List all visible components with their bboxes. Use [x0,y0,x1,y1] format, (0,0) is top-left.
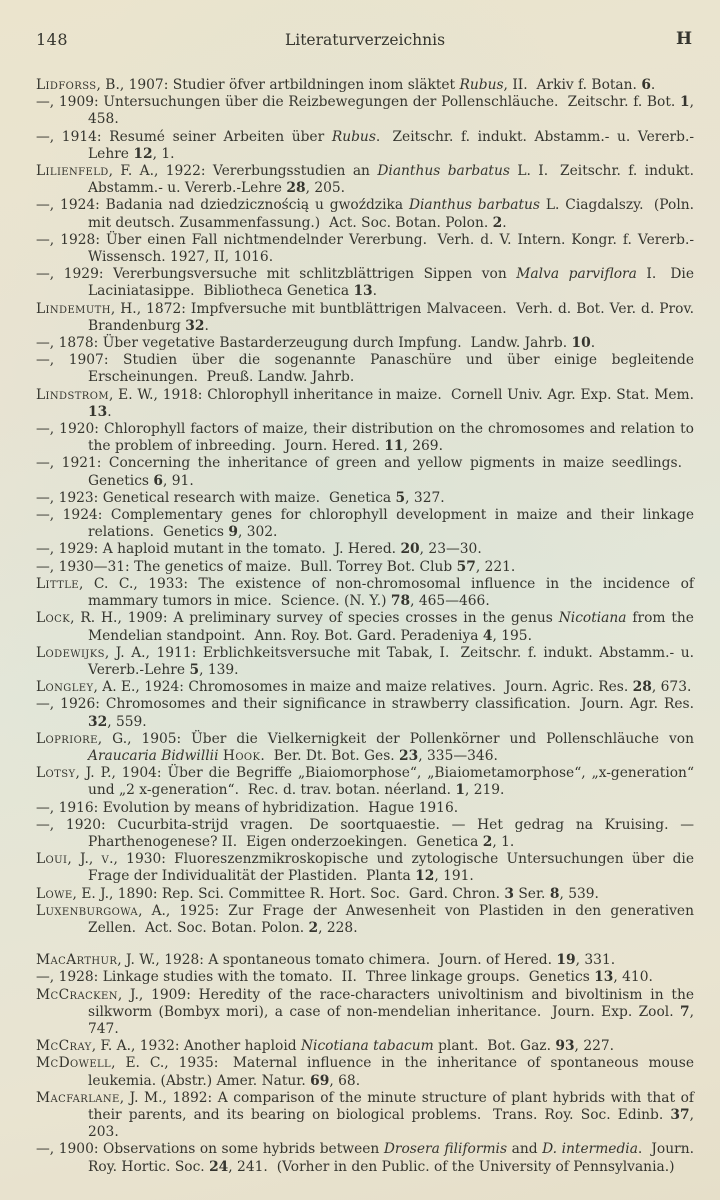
bib-entry-segment: , 139. [199,661,239,678]
bib-entry-segment: Rubus [459,77,504,93]
bib-entry-segment: , 410. [613,969,653,986]
bib-entry-segment: , 195. [492,627,532,644]
bib-entry-segment: 2 [482,833,493,850]
bib-entry-segment: 93 [555,1038,575,1055]
bib-entry-segment: 6 [153,472,163,489]
bib-entry-segment: —, 1907: Studien über die sogenannte Panaschüre und über einige begleitende Erscheinungen. Preuß. Landw. Jahrb. [36,352,694,386]
bibliography-entries [36,77,694,1176]
bib-entry-segment: Nicotiana [558,610,627,627]
bib-entry-segment: . [204,317,209,334]
bib-entry [36,610,694,644]
bib-entry-segment: 13 [594,969,614,986]
bib-entry-segment: Little [36,575,79,592]
bib-entry-segment: . Zeitschr. f. indukt. Abstamm.- u. Vererb.-Lehre [88,128,694,162]
bib-entry [36,765,694,799]
bib-entry-segment: —, 1900: Observations on some hybrids between [36,1141,384,1158]
bib-entry-segment: —, 1928: Über einen Fall nichtmendelnder Vererbung. Verh. d. V. Intern. Kongr. f. Vererb.-Wissensch. 1927, II, 1016. [36,231,694,266]
bib-entry-segment: . [372,283,378,300]
bib-entry [36,490,694,507]
bib-entry [36,507,694,541]
bib-entry-segment: Lidforss [36,77,97,93]
bib-entry-segment: Nicotiana tabacum [300,1038,434,1055]
bib-entry-segment: , 331. [575,952,616,969]
bib-entry-segment: —, 1928: Linkage studies with the tomato. II. Three linkage groups. Genetics [36,969,595,986]
bib-entry-segment: Hook [222,747,261,764]
bib-entry [36,129,694,163]
bib-entry [36,817,694,851]
bib-entry-segment: —, 1924: Complementary genes for chlorophyll development in maize and their linkage relations. Genetics [36,507,694,541]
bib-entry-segment: , F. A., 1932: Another haploid [91,1038,301,1055]
bib-entry-segment: , H., 1872: Impfversuche mit buntblättrigen Malvaceen. Verh. d. Bot. Ver. d. Prov. Brandenburg [88,300,694,334]
bib-entry-segment: 37 [670,1106,690,1123]
bib-entry-segment: , 205. [305,180,346,197]
bib-entry-segment: , F. A., 1922: Vererbungsstudien an [108,163,378,180]
bib-entry-segment: , 91. [163,472,194,489]
bib-entry-segment: plant. Bot. Gaz. [433,1038,556,1055]
bib-entry-segment: , 227. [574,1038,615,1055]
bib-entry-segment: , J. P., 1904: Über die Begriffe „Biaiomorphose“, „Biaiometamorphose“, „x-generation“ und „2 x-generation“. Rec. d. trav. botan. néerland. [75,765,694,799]
bib-entry [36,421,694,455]
bib-entry-segment: , 191. [434,868,474,885]
bib-entry-segment: 9 [228,524,238,541]
bib-entry-segment: 6 [641,77,651,93]
bib-entry-segment: McCracken [36,986,118,1003]
bib-entry-segment: Lindstrom [36,386,109,403]
bib-entry-segment: . [502,214,507,231]
bib-entry-segment: Lowe [36,885,73,902]
bib-entry-segment: . [650,77,656,93]
bib-entry-segment: , 327. [405,489,445,506]
bib-entry-segment: , B., 1907: Studier öfver artbildningen inom släktet [96,77,460,93]
bib-entry-segment: Lodewijks [36,644,105,661]
bib-entry-segment: , A. E., 1924: Chromosomes in maize and maize relatives. Journ. Agric. Res. [93,679,633,696]
bib-entry [36,301,694,335]
bib-entry [36,197,694,231]
bib-entry [36,969,694,986]
bib-entry-segment: , J. M., 1892: A comparison of the minute structure of plant hybrids with that of their parents, and its bearing on biological problems. Trans. Roy. Soc. Edinb. [88,1089,694,1123]
bib-entry [36,731,694,765]
bib-entry-segment: Luxenburgowa [36,902,139,919]
bib-entry-segment: 12 [133,145,153,162]
bib-entry-segment: , 747. [88,1003,694,1037]
bib-entry-segment: 23 [399,747,419,764]
bib-entry-segment: 13 [88,403,108,420]
bib-entry-segment: , 1. [492,833,515,850]
bib-entry [36,232,694,266]
bib-entry [36,559,694,576]
bib-entry [36,696,694,730]
page-header [36,30,694,52]
bib-entry [36,886,694,903]
bib-entry-segment: , 68. [329,1072,361,1089]
bib-entry-segment: . Journ. Roy. Hortic. Soc. [88,1141,694,1175]
bib-entry-segment: 24 [209,1158,229,1175]
bib-entry-segment: Lopriore [36,730,98,747]
bib-entry-segment: —, 1916: Evolution by means of hybridization. Hague 1916. [36,799,459,816]
bib-entry-segment: , J., 1909: Heredity of the race-characters univoltinism and bivoltinism in the silkworm (Bombyx mori), a case of non-mendelian inheritance. Journ. Exp. Zool. [88,986,694,1020]
bib-entry [36,455,694,489]
bib-entry-segment: L. I. Zeitschr. f. indukt. Abstamm.- u. Vererb.-Lehre [88,163,694,197]
bib-entry-segment: , J. A., 1911: Erblichkeitsversuche mit Tabak, I. Zeitschr. f. indukt. Abstamm.- u. Vererb.-Lehre [88,644,694,678]
bib-entry-segment: Macfarlane [36,1089,120,1106]
bib-entry-segment: 69 [310,1072,330,1089]
bib-entry-segment: 3 [504,885,514,902]
bib-entry-segment: Dianthus barbatus [377,163,510,180]
bib-entry-segment: , J., [67,851,102,868]
bib-entry-segment: Dianthus barbatus [408,197,541,214]
bib-entry-segment: —, 1920: Cucurbita-strijd vragen. De soortquaestie. — Het gedrag na Kruising. — Pharthenogenese? II. Eigen onderzoekingen. Genetica [36,816,694,850]
bib-entry-segment: , 335—346. [418,747,498,764]
page-number: 148 [36,30,69,49]
bib-entry-segment: Loui [36,851,68,868]
bib-entry [36,679,694,696]
bib-entry-segment: 5 [395,489,406,506]
bib-entry [36,800,694,817]
bib-entry [36,645,694,679]
section-letter: H [675,29,692,49]
bib-entry-segment: v [101,851,110,868]
bib-entry-segment: , 465—466. [410,593,490,610]
bib-entry-segment: , 559. [107,713,147,730]
bib-entry [36,77,694,94]
bib-entry-segment: —, 1924: Badania nad dziedzicznością u gwoździka [36,197,409,214]
bib-entry-segment: 1 [680,94,690,111]
bib-entry-segment: 20 [400,541,420,558]
bib-entry [36,541,694,558]
bib-entry-segment: Araucaria Bidwillii [88,747,219,764]
bib-entry-segment: 13 [353,283,373,300]
bib-entry-segment: —, 1926: Chromosomes and their significance in strawberry classification. Journ. Agr. Res. [36,696,694,713]
bib-entry-segment: —, 1909: Untersuchungen über die Reizbewegungen der Pollenschläuche. Zeitschr. f. Bot. [36,94,680,111]
bib-entry [36,851,694,885]
bib-entry-segment: 32 [185,317,205,334]
bib-entry-segment: 1 [455,782,465,799]
bib-entry-segment: . [107,403,112,420]
bib-entry [36,987,694,1039]
bib-entry-segment: 57 [456,558,476,575]
bib-entry-segment: 28 [286,180,306,197]
bib-entry-segment: —, 1930—31: The genetics of maize. Bull. Torrey Bot. Club [36,558,457,575]
bib-entry-segment: Malva parviflora [516,266,637,283]
bib-entry [36,1055,694,1089]
bib-entry [36,352,694,386]
bib-entry-segment: , II. Arkiv f. Botan. [503,77,642,93]
page-title: Literaturverzeichnis [284,31,446,49]
bib-entry-segment: , 302. [237,524,278,541]
bib-entry-segment: —, 1914: Resumé seiner Arbeiten über [36,128,332,145]
bib-entry-segment: , 1. [152,145,175,162]
bib-entry-segment: 11 [384,438,404,455]
bib-entry-segment: , C. C., 1933: The existence of non-chromosomal influence in the incidence of mammary tumors in mice. Science. (N. Y.) [78,575,694,610]
bib-entry-segment: , 219. [464,782,505,799]
bib-entry-segment: 78 [390,593,411,610]
bib-entry-segment: MacArthur [36,952,118,969]
bib-entry [36,903,694,937]
bib-entry [36,952,694,969]
bib-entry-segment: —, 1921: Concerning the inheritance of green and yellow pigments in maize seedlings. Genetics [36,455,694,489]
bib-entry-segment: McDowell [36,1055,112,1072]
bib-entry-segment: , E. W., 1918: Chlorophyll inheritance in maize. Cornell Univ. Agr. Exp. Stat. Mem. [108,386,694,403]
bib-entry-segment: 19 [556,952,576,969]
bib-entry [36,163,694,197]
bib-entry-segment: Lotsy [36,765,76,782]
bib-entry-segment: , 241. (Vorher in den Public. of the University of Pennsylvania.) [228,1158,675,1175]
bib-entry-segment: 5 [189,661,200,678]
bib-entry [36,335,694,352]
bib-entry [36,94,694,128]
bib-entry-segment: —, 1923: Genetical research with maize. Genetica [36,489,396,506]
bib-entry-segment: . Ber. Dt. Bot. Ges. [260,747,400,764]
bib-entry-segment: , 539. [559,885,599,902]
bib-entry-segment: , A., 1925: Zur Frage der Anwesenheit von Plastiden in den generativen Zellen. Act. Soc. Botan. Polon. [88,902,694,936]
bib-entry-segment: McCray [36,1038,92,1055]
bib-entry [36,266,694,300]
bib-entry-segment: 12 [415,868,435,885]
bib-entry-segment: I. Die Laciniatasippe. Bibliotheca Genetica [88,266,694,300]
bib-entry-segment: —, 1929: Vererbungsversuche mit schlitzblättrigen Sippen von [36,266,517,283]
bib-entry [36,1090,694,1142]
bib-entry-segment: 8 [549,885,560,902]
bib-entry-segment: Lock [36,610,71,627]
bib-entry-segment: , E. J., 1890: Rep. Sci. Committee R. Hort. Soc. Gard. Chron. [72,885,505,902]
bib-entry-segment: , 458. [88,94,694,128]
bib-entry-segment: , E. C., 1935: Maternal influence in the inheritance of spontaneous mouse leukemia. (Abstr.) Amer. Natur. [88,1055,694,1089]
bib-entry-segment: 7 [680,1003,690,1020]
bib-entry-segment: , 269. [403,438,443,455]
bib-entry-segment: —, 1929: A haploid mutant in the tomato. J. Hered. [36,541,401,558]
bib-entry-segment: ., 1930: Fluoreszenzmikroskopische und zytologische Untersuchungen über die Frage der Individualität der Plastiden. Planta [88,851,694,885]
bib-entry-segment: , 228. [318,919,358,936]
bib-entry-segment: and [507,1141,543,1158]
bib-entry [36,387,694,421]
bib-entry-segment: , J. W., 1928: A spontaneous tomato chimera. Journ. of Hered. [117,952,557,969]
bib-entry-segment: , 673. [651,679,692,696]
bib-entry-segment: from the Mendelian standpoint. Ann. Roy. Bot. Gard. Peradeniya [88,610,694,644]
bib-entry-segment: 2 [492,214,503,231]
bib-entry-segment: —, 1878: Über vegetative Bastarderzeugung durch Impfung. Landw. Jahrb. [36,335,572,352]
bib-entry-segment: 4 [482,627,493,644]
bib-entry-segment: , 23—30. [419,541,482,558]
bib-entry-segment: Longley [36,679,94,696]
bib-entry-segment: 32 [88,713,108,730]
bib-entry-segment: . [590,335,596,352]
bib-entry-segment: , 221. [475,558,516,575]
bib-entry-segment: 10 [571,335,591,352]
bib-entry-segment: Ser. [513,885,550,902]
bib-entry-segment: , R. H., 1909: A preliminary survey of species crosses in the genus [70,610,559,627]
bib-entry-segment: Lindemuth [36,300,111,317]
bib-entry [36,1141,694,1175]
bib-entry-segment: —, 1920: Chlorophyll factors of maize, their distribution on the chromosomes and relation to the problem of inbreeding. Journ. Hered. [36,421,694,455]
bib-entry-segment: 2 [308,919,319,936]
bib-entry-segment: 28 [632,679,652,696]
bib-entry-segment: , G., 1905: Über die Vielkernigkeit der Pollenkörner und Pollenschläuche von [97,730,694,747]
bib-entry [36,1038,694,1055]
bib-entry-segment: D. intermedia [542,1141,638,1158]
bib-entry-segment: Drosera filiformis [383,1141,508,1158]
bib-entry-segment: L. Ciagdalszy. (Poln. mit deutsch. Zusammenfassung.) Act. Soc. Botan. Polon. [88,197,695,231]
bib-entry-segment: Rubus [331,128,376,145]
bib-entry-segment: Lilienfeld [36,163,109,180]
bib-entry-segment: , 203. [88,1106,694,1141]
bib-entry [36,576,694,610]
